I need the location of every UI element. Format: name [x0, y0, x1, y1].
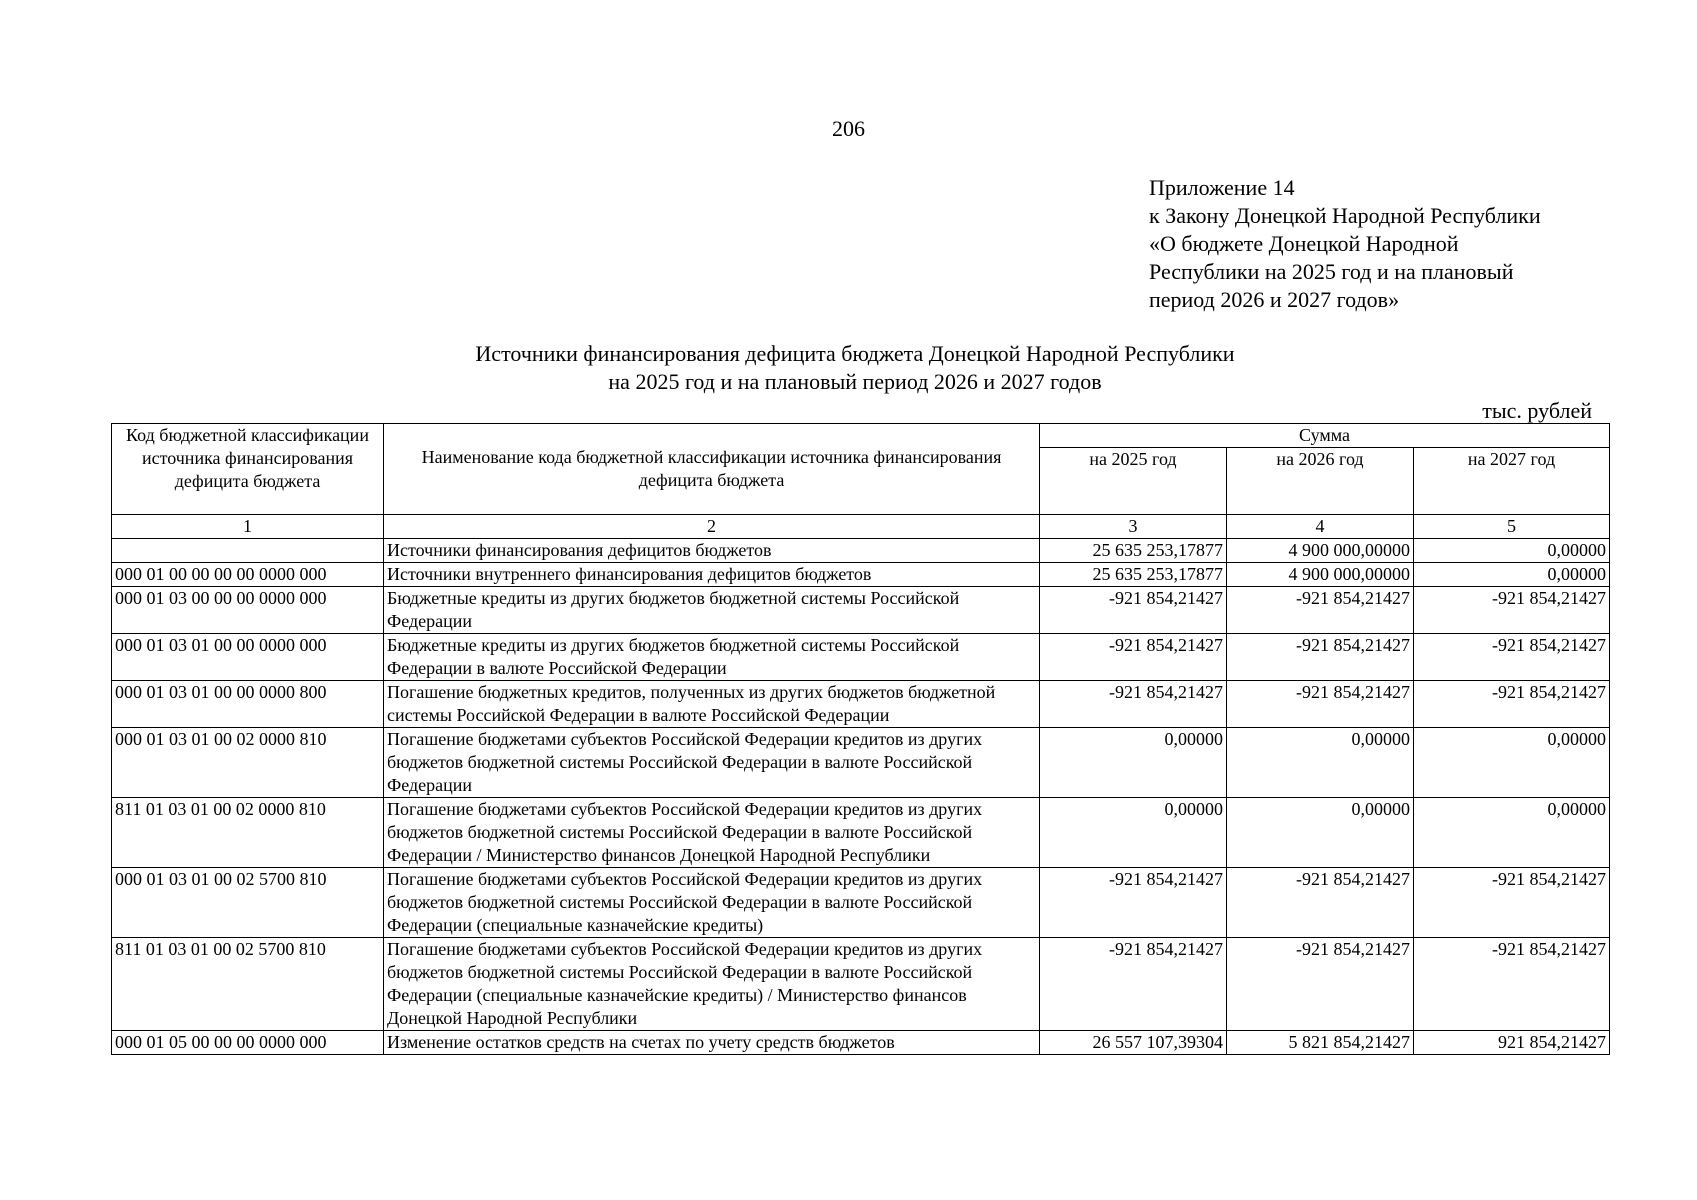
row-amount-2027: -921 854,21427: [1414, 587, 1610, 634]
row-amount-2026: 0,00000: [1227, 798, 1414, 868]
table-row: [112, 563, 1610, 587]
row-code: 811 01 03 01 00 02 5700 810: [112, 938, 384, 1031]
row-code: 000 01 03 01 00 00 0000 000: [112, 634, 384, 681]
row-amount-2026: -921 854,21427: [1227, 634, 1414, 681]
row-name: Источники внутреннего финансирования дефицитов бюджетов: [384, 563, 1040, 587]
row-amount-2025: -921 854,21427: [1040, 681, 1227, 728]
row-amount-2025: 0,00000: [1040, 798, 1227, 868]
row-amount-2026: 4 900 000,00000: [1227, 539, 1414, 563]
row-amount-2027: 0,00000: [1414, 563, 1610, 587]
row-name: Бюджетные кредиты из других бюджетов бюджетной системы Российской Федерации: [384, 587, 1040, 634]
row-amount-2027: -921 854,21427: [1414, 868, 1610, 938]
row-amount-2025: 25 635 253,17877: [1040, 539, 1227, 563]
row-name: Источники финансирования дефицитов бюджетов: [384, 539, 1040, 563]
row-code: 000 01 03 01 00 02 0000 810: [112, 728, 384, 798]
column-number: 1: [112, 515, 384, 539]
table-header-row: [112, 424, 1610, 448]
row-name: Погашение бюджетами субъектов Российской Федерации кредитов из других бюджетов бюджетной системы Российской Федерации в валюте Российской Федерации: [384, 728, 1040, 798]
row-amount-2025: -921 854,21427: [1040, 634, 1227, 681]
header-name: Наименование кода бюджетной классификации источника финансирования дефицита бюджета: [384, 424, 1040, 515]
row-amount-2025: 26 557 107,39304: [1040, 1031, 1227, 1055]
row-code: 000 01 05 00 00 00 0000 000: [112, 1031, 384, 1055]
table-row: [112, 681, 1610, 728]
row-amount-2025: 25 635 253,17877: [1040, 563, 1227, 587]
row-name: Изменение остатков средств на счетах по учету средств бюджетов: [384, 1031, 1040, 1055]
table-row: [112, 728, 1610, 798]
row-code: 000 01 03 00 00 00 0000 000: [112, 587, 384, 634]
header-year-2027: на 2027 год: [1414, 448, 1610, 515]
column-number: 5: [1414, 515, 1610, 539]
row-code: 811 01 03 01 00 02 0000 810: [112, 798, 384, 868]
row-amount-2027: 921 854,21427: [1414, 1031, 1610, 1055]
row-amount-2027: -921 854,21427: [1414, 634, 1610, 681]
column-number: 3: [1040, 515, 1227, 539]
row-amount-2025: 0,00000: [1040, 728, 1227, 798]
column-numbers-row: [112, 515, 1610, 539]
row-amount-2027: 0,00000: [1414, 798, 1610, 868]
title-line: на 2025 год и на плановый период 2026 и 2027 годов: [608, 369, 1102, 394]
document-title: [0, 340, 1697, 396]
appendix-note: [1149, 174, 1541, 314]
table-row: [112, 938, 1610, 1031]
row-amount-2026: -921 854,21427: [1227, 868, 1414, 938]
row-amount-2026: -921 854,21427: [1227, 587, 1414, 634]
row-amount-2025: -921 854,21427: [1040, 868, 1227, 938]
row-amount-2026: 5 821 854,21427: [1227, 1031, 1414, 1055]
row-amount-2026: -921 854,21427: [1227, 681, 1414, 728]
table-row: [112, 1031, 1610, 1055]
row-amount-2026: 4 900 000,00000: [1227, 563, 1414, 587]
row-code: [112, 539, 384, 563]
table-row: [112, 798, 1610, 868]
header-sum: Сумма: [1040, 424, 1610, 448]
title-line: Источники финансирования дефицита бюджета Донецкой Народной Республики: [475, 341, 1235, 366]
row-amount-2027: 0,00000: [1414, 539, 1610, 563]
column-number: 4: [1227, 515, 1414, 539]
appendix-line: к Закону Донецкой Народной Республики: [1149, 203, 1541, 228]
table-row: [112, 868, 1610, 938]
header-year-2025: на 2025 год: [1040, 448, 1227, 515]
row-name: Бюджетные кредиты из других бюджетов бюджетной системы Российской Федерации в валюте Российской Федерации: [384, 634, 1040, 681]
appendix-line: Республики на 2025 год и на плановый: [1149, 259, 1514, 284]
appendix-line: Приложение 14: [1149, 175, 1295, 200]
column-number: 2: [384, 515, 1040, 539]
header-code: Код бюджетной классификации источника финансирования дефицита бюджета: [112, 424, 384, 515]
table-row: [112, 587, 1610, 634]
row-amount-2026: -921 854,21427: [1227, 938, 1414, 1031]
row-amount-2027: -921 854,21427: [1414, 681, 1610, 728]
row-amount-2027: 0,00000: [1414, 728, 1610, 798]
header-year-2026: на 2026 год: [1227, 448, 1414, 515]
appendix-line: «О бюджете Донецкой Народной: [1149, 231, 1459, 256]
appendix-line: период 2026 и 2027 годов»: [1149, 287, 1400, 312]
row-code: 000 01 03 01 00 02 5700 810: [112, 868, 384, 938]
row-code: 000 01 00 00 00 00 0000 000: [112, 563, 384, 587]
row-name: Погашение бюджетами субъектов Российской Федерации кредитов из других бюджетов бюджетной системы Российской Федерации в валюте Российской Федерации (специальные казначейские кредиты) / Министерство финансов Донецкой Народной Республики: [384, 938, 1040, 1031]
row-code: 000 01 03 01 00 00 0000 800: [112, 681, 384, 728]
sources-table: [111, 423, 1610, 1055]
row-name: Погашение бюджетами субъектов Российской Федерации кредитов из других бюджетов бюджетной системы Российской Федерации в валюте Российской Федерации (специальные казначейские кредиты): [384, 868, 1040, 938]
units-label: тыс. рублей: [1482, 398, 1592, 423]
table-row: [112, 634, 1610, 681]
row-amount-2025: -921 854,21427: [1040, 587, 1227, 634]
page-number: 206: [832, 116, 865, 141]
row-amount-2026: 0,00000: [1227, 728, 1414, 798]
table-row: [112, 539, 1610, 563]
row-amount-2027: -921 854,21427: [1414, 938, 1610, 1031]
row-name: Погашение бюджетных кредитов, полученных из других бюджетов бюджетной системы Российской Федерации в валюте Российской Федерации: [384, 681, 1040, 728]
row-amount-2025: -921 854,21427: [1040, 938, 1227, 1031]
row-name: Погашение бюджетами субъектов Российской Федерации кредитов из других бюджетов бюджетной системы Российской Федерации в валюте Российской Федерации / Министерство финансов Донецкой Народной Республики: [384, 798, 1040, 868]
